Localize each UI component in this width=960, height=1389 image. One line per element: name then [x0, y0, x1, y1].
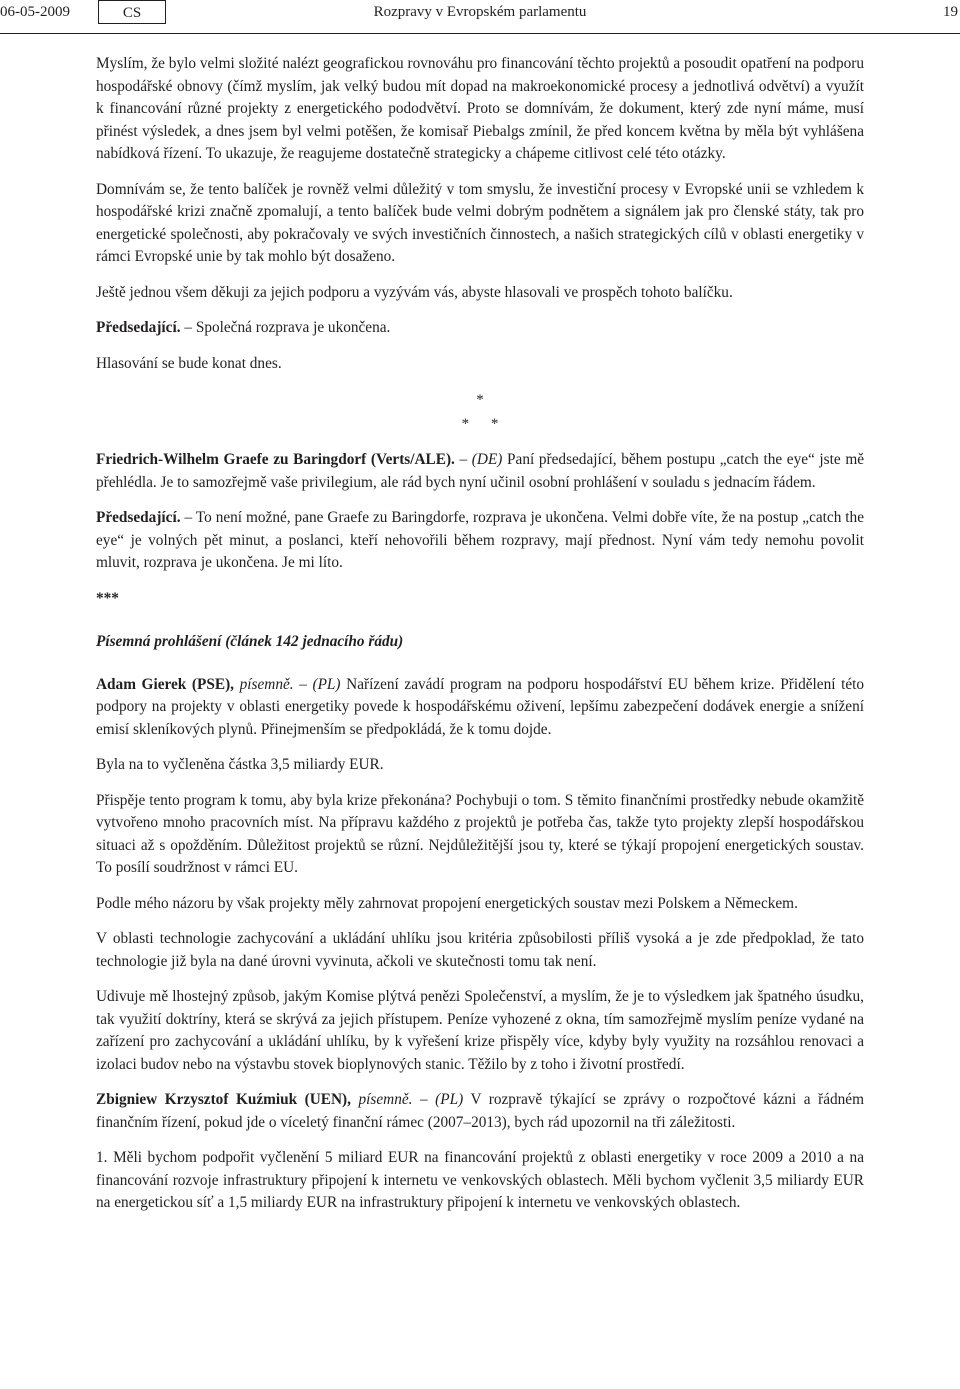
paragraph: Hlasování se bude konat dnes.: [96, 354, 282, 372]
language-code: (PL): [435, 1091, 464, 1108]
paragraph: Adam Gierek (PSE), písemně. – (PL) Nařízení zavádí program na podporu hospodářství EU během krize. Přidělení této podpory na projekty v oblasti energetiky povede k hospodářskému oživení, lepšímu zabezpečení dodávek energie a snížení emisí skleníkových plynů. Přinejmenším se předpokládá, že k tomu dojde.: [96, 675, 865, 738]
paragraph: Ještě jednou všem děkuji za jejich podporu a vyzývám vás, abyste hlasovali ve prospěch tohoto balíčku.: [96, 283, 733, 301]
paragraph: Byla na to vyčleněna částka 3,5 miliardy EUR.: [96, 756, 384, 773]
language-code: (PL): [312, 675, 341, 693]
paragraph: Přispěje tento program k tomu, aby byla krize překonána? Pochybuji o tom. S těmito finančními prostředky nebude okamžitě vytvořeno mnoho pracovních míst. Na přípravu každého z projektů je potřeba čas, takže tyto projekty zlepší hospodářskou situaci až s opožděním. Důležitost projektů se různí. Nejdůležitější jsou ty, které se týkají propojení energetických soustav. To posílí soudržnost v rámci EU.: [96, 791, 864, 876]
header-divider: [0, 33, 960, 34]
written-mode: písemně.: [239, 675, 294, 693]
paragraph-text: – Společná rozprava je ukončena.: [180, 319, 391, 336]
page-header: [0, 0, 960, 27]
speaker-name: Adam Gierek (PSE),: [96, 675, 234, 693]
language-badge: CS: [98, 0, 166, 24]
page-number: 19: [943, 4, 958, 20]
separator-stars-bottom: * *: [461, 416, 499, 432]
paragraph: Podle mého názoru by však projekty měly zahrnovat propojení energetických soustav mezi Polskem a Německem.: [96, 894, 798, 912]
paragraph: Udivuje mě lhostejný způsob, jakým Komise plýtvá penězi Společenství, a myslím, že je to výsledkem jak špatného úsudku, tak využití doktríny, která se skrývá za jejich přístupem. Peníze vyhozené z okna, tím samozřejmě myslím peníze vydané na zařízení pro zachycování a ukládání uhlíku, by k vyřešení krize přispěly více, kdyby byly využity na rozsáhlou renovaci a izolaci budov nebo na výstavbu stovek bioplynových stanic. Těžilo by z toho i životní prostředí.: [96, 988, 864, 1073]
paragraph: Domnívám se, že tento balíček je rovněž velmi důležitý v tom smyslu, že investiční procesy v Evropské unii se vzhledem k hospodářské krizi značně zpomalují, a tento balíček bude velmi dobrým podnětem a signálem jak pro členské státy, tak pro energetické společnosti, aby pokračovaly ve svých investičních činnostech, a našich strategických cílů v oblasti energetiky v rámci Evropské unie by tak mohlo být dosaženo.: [96, 180, 864, 265]
paragraph-text: V rozpravě týkající se zprávy o rozpočtové kázni a řádném finančním řízení, pokud jde o víceletý finanční rámec (2007–2013), bych rád upozornil na tři záležitosti.: [96, 1091, 864, 1131]
section-title: Písemná prohlášení (článek 142 jednacího řádu): [96, 633, 404, 650]
triple-star-separator: ***: [96, 589, 119, 607]
document-body: [96, 53, 864, 1228]
paragraph: [96, 507, 864, 575]
header-date: 06-05-2009: [0, 4, 70, 20]
header-title: Rozpravy v Evropském parlamentu: [373, 4, 587, 20]
speaker-name: Předsedající.: [96, 509, 181, 526]
paragraph: Myslím, že bylo velmi složité nalézt geografickou rovnováhu pro financování těchto projektů a posoudit opatření na podporu hospodářské obnovy (čímž myslím, jak velký budou mít dopad na makroekonomické procesy a jednotlivá odvětví) a využít k financování různé projekty z energetického pododvětví. Proto se domnívám, že dokument, který zde nyní máme, musí přinést výsledek, a dnes jsem byl velmi potěšen, že komisař Piebalgs zmínil, že před koncem května by měla být vyhlášena nabídková řízení. To ukazuje, že reagujeme dostatečně strategicky a chápeme citlivost celé této otázky.: [96, 55, 864, 162]
section-separator: [96, 388, 864, 436]
language-code: (DE): [471, 451, 503, 468]
paragraph: V oblasti technologie zachycování a ukládání uhlíku jsou kritéria způsobilosti příliš vysoká a je zde předpoklad, že tato technologie již byla na dané úrovni vyvinuta, ačkoli ve skutečnosti tomu tak není.: [96, 930, 864, 970]
paragraph-text: – To není možné, pane Graefe zu Baringdorfe, rozprava je ukončena. Velmi dobře víte, že na postup „catch the eye“ je volných pět minut, a poslanci, kteří nehovořili během rozpravy, mají přednost. Nyní vám tedy nemohu povolit mluvit, rozprava je ukončena. Je mi líto.: [96, 509, 864, 571]
separator-stars-top: *: [476, 392, 484, 408]
paragraph: 1. Měli bychom podpořit vyčlenění 5 miliard EUR na financování projektů z oblasti energetiky v roce 2009 a 2010 a na financování rozvoje infrastruktury připojení k internetu ve venkovských oblastech. Měli bychom vyčlenit 3,5 miliardy EUR na energetickou síť a 1,5 miliardy EUR na infrastruktury připojení k internetu ve venkovských oblastech.: [96, 1149, 864, 1211]
paragraph-text: Paní předsedající, během postupu „catch the eye“ jste mě přehlédla. Je to samozřejmě vaše privilegium, ale rád bych nyní učinil osobní prohlášení v souladu s jednacím řádem.: [96, 451, 865, 491]
speaker-name: Předsedající.: [96, 319, 181, 336]
speaker-name: Zbigniew Krzysztof Kuźmiuk (UEN),: [96, 1091, 351, 1108]
paragraph: [96, 317, 864, 340]
speaker-name: Friedrich-Wilhelm Graefe zu Baringdorf (Verts/ALE).: [96, 451, 455, 468]
paragraph: Zbigniew Krzysztof Kuźmiuk (UEN), písemně. – (PL) V rozpravě týkající se zprávy o rozpočtové kázni a řádném finančním řízení, pokud jde o víceletý finanční rámec (2007–2013), bych rád upozornil na tři záležitosti.: [96, 1091, 864, 1131]
paragraph-text: Nařízení zavádí program na podporu hospodářství EU během krize. Přidělení této podpory na projekty v oblasti energetiky povede k hospodářskému oživení, lepšímu zabezpečení dodávek energie a snížení emisí skleníkových plynů. Přinejmenším se předpokládá, že k tomu dojde.: [96, 675, 865, 738]
paragraph: Friedrich-Wilhelm Graefe zu Baringdorf (Verts/ALE). – (DE) Paní předsedající, během postupu „catch the eye“ jste mě přehlédla. Je to samozřejmě vaše privilegium, ale rád bych nyní učinil osobní prohlášení v souladu s jednacím řádem.: [96, 451, 865, 491]
written-mode: písemně.: [358, 1091, 413, 1108]
